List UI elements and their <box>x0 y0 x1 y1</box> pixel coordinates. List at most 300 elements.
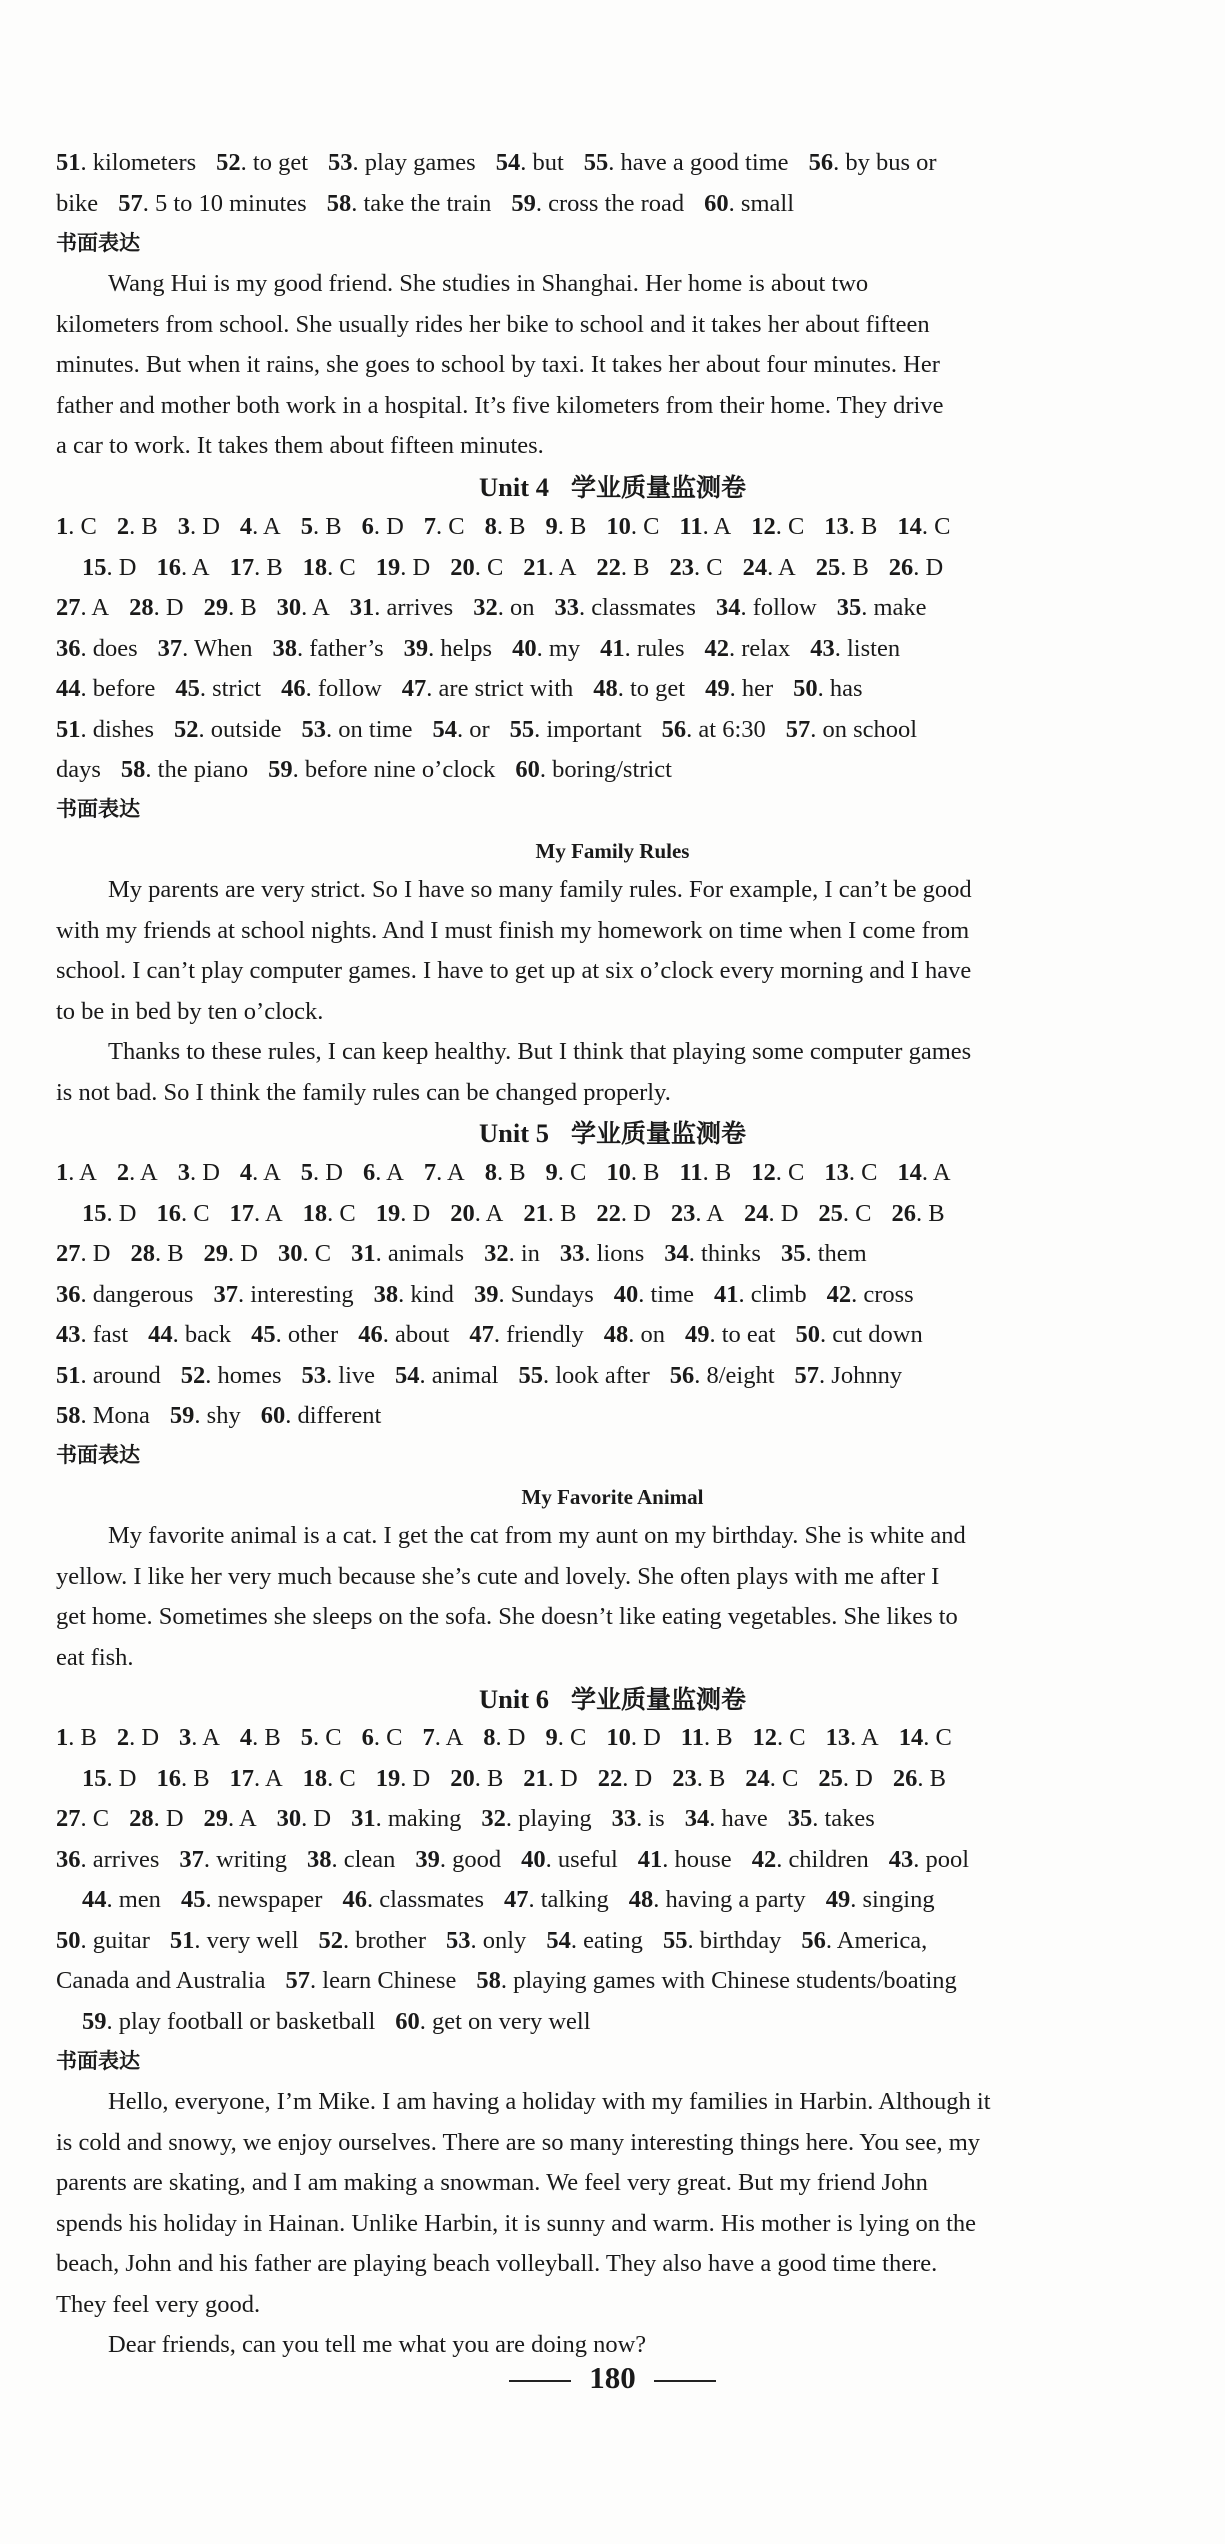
answer-number: 30 <box>276 1805 302 1832</box>
answer-item: 19. D <box>375 1200 431 1227</box>
answer-item: 29. B <box>203 594 257 621</box>
answer-number: 9 <box>545 1159 558 1186</box>
answer-item: 11. B <box>679 1159 732 1186</box>
answer-number: 5 <box>300 1724 313 1751</box>
page-number <box>0 2358 1225 2398</box>
answer-item: 9. C <box>545 1724 587 1751</box>
essay-line: spends his holiday in Hainan. Unlike Harbin, it is sunny and warm. His mother is lying on the <box>56 2209 977 2237</box>
answer-text: B <box>141 513 158 540</box>
answer-number: 28 <box>129 1805 154 1832</box>
answer-text: D <box>560 1765 578 1792</box>
answer-item: 54. animal <box>395 1362 499 1389</box>
answer-text: her <box>741 675 774 702</box>
answer-item: 34. thinks <box>664 1240 761 1267</box>
answer-item: 52. homes <box>180 1362 282 1389</box>
answer-number: 52 <box>318 1927 343 1954</box>
answer-item <box>56 755 101 785</box>
answer-text: making <box>387 1805 462 1832</box>
answer-text: my <box>548 635 581 662</box>
answer-text: C <box>314 1240 332 1267</box>
answer-number: 21 <box>523 1765 548 1792</box>
answer-number: 50 <box>795 1321 820 1348</box>
answer-number: 13 <box>824 513 849 540</box>
essay-line: Dear friends, can you tell me what you are doing now? <box>108 2331 647 2358</box>
answer-item: 57. 5 to 10 minutes <box>118 190 307 217</box>
page-number-rule-right <box>654 2380 716 2382</box>
answer-text: make <box>873 594 927 621</box>
answer-text: B <box>633 554 650 581</box>
answer-item: 9. C <box>545 1159 587 1186</box>
essay-line: to be in bed by ten o’clock. <box>56 997 324 1025</box>
answer-text: C <box>193 1200 210 1227</box>
answer-number: 8 <box>484 513 497 540</box>
answer-text: D <box>412 554 431 581</box>
answer-text: is <box>648 1805 665 1832</box>
answer-number: 10 <box>606 513 631 540</box>
answer-text: time <box>650 1281 695 1308</box>
answer-text: B <box>80 1724 97 1751</box>
answer-text: A <box>485 1200 504 1227</box>
answer-text: A <box>264 1200 283 1227</box>
answer-number: 27 <box>56 1240 81 1267</box>
answer-item: 29. D <box>203 1240 258 1267</box>
answer-item: 30. D <box>276 1805 332 1832</box>
answer-number: 3 <box>179 1724 192 1751</box>
answer-text: Sundays <box>510 1281 594 1308</box>
answer-text: D <box>325 1159 343 1186</box>
answer-item: 15. D <box>82 1200 137 1227</box>
answer-text: C <box>935 1724 952 1751</box>
essay-line: school. I can’t play computer games. I have to get up at six o’clock every morning and I have <box>56 957 972 984</box>
answer-text: before nine o’clock <box>304 756 496 783</box>
answer-number: 43 <box>888 1846 914 1873</box>
answer-text: good <box>452 1846 502 1873</box>
answer-number: 38 <box>272 635 297 662</box>
answer-text: A <box>238 1805 257 1832</box>
answer-number: 44 <box>148 1321 173 1348</box>
answer-item: 47. are strict with <box>401 675 574 702</box>
answer-text: A <box>706 1200 724 1227</box>
answer-item: 20. A <box>450 1200 504 1227</box>
answer-number: 23 <box>669 554 694 581</box>
answer-item: 5. C <box>300 1724 342 1751</box>
answer-item: 45. other <box>251 1321 339 1348</box>
answer-item: 18. C <box>302 554 356 581</box>
answer-text: A <box>312 594 330 621</box>
answer-row <box>0 1280 1225 1310</box>
answer-number: 19 <box>375 1200 401 1227</box>
answer-text: D <box>633 1200 651 1227</box>
answer-number: 46 <box>358 1321 383 1348</box>
essay-line: My favorite animal is a cat. I get the cat from my aunt on my birthday. She is white and <box>108 1522 966 1549</box>
answer-text: days <box>56 756 101 783</box>
answer-item: 33. lions <box>559 1240 645 1267</box>
answer-number: 26 <box>888 554 914 581</box>
answer-text: have <box>721 1805 768 1832</box>
answer-number: 56 <box>661 716 687 743</box>
answer-text: get on very well <box>432 2008 591 2035</box>
answer-row <box>0 1401 1225 1431</box>
answer-text: America, <box>836 1927 928 1954</box>
answer-item: 13. B <box>824 513 878 540</box>
answer-item: 18. C <box>302 1200 356 1227</box>
answer-item: 50. has <box>793 675 863 702</box>
answer-number: 51 <box>56 1362 81 1389</box>
answer-item: 49. singing <box>825 1886 935 1913</box>
answer-item: 7. A <box>422 1724 464 1751</box>
answer-text: bike <box>56 190 99 217</box>
answer-text: D <box>634 1765 653 1792</box>
answer-text: classmates <box>379 1886 484 1913</box>
answer-item: 22. D <box>596 1200 651 1227</box>
answer-text: homes <box>217 1362 282 1389</box>
essay-line: parents are skating, and I am making a snowman. We feel very great. But my friend John <box>56 2169 928 2196</box>
answer-item: 41. climb <box>714 1281 807 1308</box>
answer-item: 47. friendly <box>469 1321 584 1348</box>
answer-item: 43. pool <box>888 1846 970 1873</box>
answer-row <box>0 148 1225 178</box>
answer-text: C <box>934 513 951 540</box>
answer-number: 8 <box>483 1724 496 1751</box>
answer-item: 2. A <box>116 1159 158 1186</box>
answer-text: to eat <box>721 1321 776 1348</box>
answer-item: 33. classmates <box>554 594 696 621</box>
answer-item: 6. A <box>362 1159 404 1186</box>
answer-text: A <box>263 1159 281 1186</box>
answer-text: important <box>546 716 642 743</box>
answer-text: eating <box>583 1927 643 1954</box>
answer-item: 13. C <box>824 1159 878 1186</box>
answer-item: 25. B <box>815 554 869 581</box>
answer-text: but <box>532 149 564 176</box>
answer-item: 38. father’s <box>272 635 384 662</box>
answer-item: 10. C <box>606 513 660 540</box>
answer-number: 2 <box>116 513 130 540</box>
answer-text: C <box>80 513 97 540</box>
answer-row <box>0 553 1225 583</box>
answer-item: 19. D <box>375 554 431 581</box>
unit-subtitle: 学业质量监测卷 <box>570 473 746 502</box>
answer-item: 51. around <box>56 1362 161 1389</box>
answer-item: 35. them <box>780 1240 867 1267</box>
answer-number: 50 <box>793 675 818 702</box>
answer-item: 5. D <box>300 1159 343 1186</box>
answer-item: 48. to get <box>593 675 686 702</box>
answer-item: 57. learn Chinese <box>285 1967 457 1994</box>
answer-number: 2 <box>116 1724 130 1751</box>
answer-text: A <box>447 1159 465 1186</box>
answer-item: 59. before nine o’clock <box>268 756 496 783</box>
answer-item: 52. outside <box>174 716 282 743</box>
answer-item: 41. rules <box>600 635 685 662</box>
answer-number: 49 <box>705 675 730 702</box>
answer-item: 7. C <box>423 513 465 540</box>
answer-row <box>0 1845 1225 1875</box>
answer-item: 48. having a party <box>628 1886 806 1913</box>
answer-number: 33 <box>559 1240 585 1267</box>
answer-number: 54 <box>546 1927 571 1954</box>
answer-text: A <box>932 1159 951 1186</box>
answer-item: 41. house <box>637 1846 732 1873</box>
answer-item: 59. play football or basketball <box>82 2008 376 2035</box>
answer-number: 31 <box>349 594 375 621</box>
answer-text: B <box>852 554 869 581</box>
answer-text: children <box>788 1846 869 1873</box>
answer-text: in <box>520 1240 540 1267</box>
answer-number: 31 <box>351 1805 376 1832</box>
answer-row <box>0 593 1225 623</box>
answer-text: D <box>202 1159 220 1186</box>
answer-item: 28. D <box>129 594 184 621</box>
answer-number: 42 <box>826 1281 852 1308</box>
answer-number: 48 <box>603 1321 629 1348</box>
answer-number: 45 <box>251 1321 276 1348</box>
answer-text: B <box>708 1765 726 1792</box>
answer-number: 26 <box>891 1200 917 1227</box>
answer-item: 3. A <box>179 1724 220 1751</box>
answer-number: 7 <box>423 1159 437 1186</box>
answer-number: 45 <box>175 675 200 702</box>
answer-item: 18. C <box>302 1765 356 1792</box>
answer-item: 39. helps <box>403 635 493 662</box>
answer-text: animals <box>387 1240 465 1267</box>
answer-text: B <box>929 1765 946 1792</box>
answer-item: 6. C <box>361 1724 403 1751</box>
answer-text: learn Chinese <box>322 1967 457 1994</box>
answer-number: 7 <box>423 513 437 540</box>
answer-text: C <box>643 513 660 540</box>
answer-number: 21 <box>523 554 548 581</box>
answer-text: kind <box>410 1281 454 1308</box>
essay-line: minutes. But when it rains, she goes to school by taxi. It takes her about four minutes. Her <box>56 351 940 378</box>
answer-text: A <box>191 554 210 581</box>
answer-number: 56 <box>808 149 834 176</box>
answer-item: 53. play games <box>328 149 476 176</box>
answer-number: 17 <box>229 1765 255 1792</box>
answer-text: D <box>925 554 944 581</box>
answer-number: 46 <box>281 675 306 702</box>
answer-number: 24 <box>743 1200 769 1227</box>
answer-item: 36. does <box>56 635 138 662</box>
answer-item: 4. A <box>239 1159 281 1186</box>
answer-text: cut down <box>832 1321 923 1348</box>
essay-line: Wang Hui is my good friend. She studies in Shanghai. Her home is about two <box>108 270 869 297</box>
answer-item: 10. D <box>606 1724 661 1751</box>
answer-item: 8. D <box>483 1724 526 1751</box>
answer-text: boring/strict <box>552 756 672 783</box>
unit-label: Unit 4 <box>479 472 549 502</box>
answer-number: 20 <box>450 554 475 581</box>
answer-item: 12. C <box>751 1159 805 1186</box>
answer-text: B <box>569 513 587 540</box>
answer-number: 39 <box>473 1281 499 1308</box>
answer-item: 1. A <box>56 1159 97 1186</box>
answer-item: 60. different <box>260 1402 382 1429</box>
answer-item: 24. A <box>742 554 796 581</box>
answer-text: other <box>287 1321 339 1348</box>
answer-item: 53. on time <box>301 716 413 743</box>
essay-line: kilometers from school. She usually rides her bike to school and it takes her about fifteen <box>56 310 930 338</box>
answer-text: has <box>829 675 863 702</box>
answer-text: D <box>313 1805 332 1832</box>
answer-text: only <box>482 1927 527 1954</box>
answer-number: 4 <box>239 513 253 540</box>
answer-number: 24 <box>745 1765 770 1792</box>
answer-text: A <box>778 554 796 581</box>
essay-line: yellow. I like her very much because she’s cute and lovely. She often plays with me after I <box>56 1562 940 1590</box>
answer-text: Mona <box>92 1402 150 1429</box>
answer-number: 54 <box>395 1362 420 1389</box>
answer-number: 46 <box>342 1886 367 1913</box>
answer-item: 26. D <box>888 554 944 581</box>
answer-number: 7 <box>422 1724 435 1751</box>
answer-item: 27. D <box>56 1240 111 1267</box>
answer-item: 25. C <box>818 1200 872 1227</box>
answer-item: 17. A <box>229 1765 283 1792</box>
answer-text: B <box>325 513 342 540</box>
answer-row <box>0 1885 1225 1915</box>
answer-item: 44. back <box>148 1321 232 1348</box>
answer-item: 21. B <box>523 1200 577 1227</box>
answer-text: have a good time <box>620 149 789 176</box>
answer-text: A <box>263 513 281 540</box>
answer-item: 52. to get <box>216 149 309 176</box>
answer-text: by bus or <box>845 149 937 176</box>
answer-text: B <box>643 1159 660 1186</box>
answer-number: 33 <box>611 1805 637 1832</box>
answer-row <box>0 674 1225 704</box>
answer-item: 3. D <box>177 1159 220 1186</box>
answer-number: 34 <box>684 1805 710 1832</box>
answer-text: brother <box>355 1927 426 1954</box>
essay-line: beach, John and his father are playing beach volleyball. They also have a good time there. <box>56 2250 938 2277</box>
answer-item: 27. A <box>56 594 110 621</box>
answer-number: 34 <box>715 594 741 621</box>
answer-row <box>0 1320 1225 1350</box>
answer-number: 10 <box>606 1724 631 1751</box>
answer-text: birthday <box>699 1927 782 1954</box>
answer-text: at 6:30 <box>698 716 766 743</box>
answer-number: 40 <box>613 1281 639 1308</box>
answer-item: 30. C <box>278 1240 332 1267</box>
answer-item: 14. A <box>897 1159 951 1186</box>
answer-text: D <box>141 1724 160 1751</box>
answer-item: 56. 8/eight <box>669 1362 775 1389</box>
answer-text: thinks <box>701 1240 761 1267</box>
answer-number: 11 <box>679 513 703 540</box>
answer-item: 37. writing <box>179 1846 287 1873</box>
answer-item: 52. brother <box>318 1927 426 1954</box>
answer-text: B <box>509 513 526 540</box>
answer-text: C <box>570 1724 587 1751</box>
answer-number: 10 <box>606 1159 631 1186</box>
answer-item: 40. my <box>512 635 581 662</box>
answer-number: 35 <box>836 594 862 621</box>
answer-text: follow <box>317 675 382 702</box>
essay-line: My parents are very strict. So I have so many family rules. For example, I can’t be good <box>108 876 972 903</box>
answer-number: 4 <box>239 1724 253 1751</box>
answer-text: A <box>558 554 577 581</box>
essay-line: father and mother both work in a hospital. It’s five kilometers from their home. They drive <box>56 391 944 419</box>
answer-number: 23 <box>670 1200 696 1227</box>
answer-number: 35 <box>780 1240 806 1267</box>
answer-text: C <box>855 1200 872 1227</box>
answer-item: 53. live <box>301 1362 376 1389</box>
answer-text: newspaper <box>217 1886 323 1913</box>
answer-item: 32. in <box>484 1240 540 1267</box>
answer-item <box>56 1966 266 1996</box>
answer-number: 47 <box>401 675 427 702</box>
answer-number: 18 <box>302 1765 328 1792</box>
section-heading-writing: 书面表达 <box>56 797 140 821</box>
answer-item: 11. B <box>680 1724 733 1751</box>
essay-line: get home. Sometimes she sleeps on the sofa. She doesn’t like eating vegetables. She likes to <box>56 1603 958 1630</box>
answer-text: 8/eight <box>706 1362 775 1389</box>
answer-number: 25 <box>818 1200 843 1227</box>
answer-number: 37 <box>157 635 183 662</box>
answer-item: 3. D <box>177 513 220 540</box>
answer-number: 16 <box>156 1765 181 1792</box>
answer-item: 60. get on very well <box>395 2008 591 2035</box>
answer-number: 58 <box>56 1402 81 1429</box>
answer-text: them <box>817 1240 867 1267</box>
answer-item: 2. D <box>116 1724 160 1751</box>
answer-text: C <box>325 1724 342 1751</box>
answer-number: 59 <box>82 2008 107 2035</box>
answer-text: D <box>118 1765 137 1792</box>
answer-number: 17 <box>229 554 255 581</box>
answer-number: 6 <box>361 1724 374 1751</box>
page-number-rule-left <box>509 2380 571 2382</box>
answer-item: 38. clean <box>306 1846 396 1873</box>
answer-text: back <box>184 1321 232 1348</box>
answer-item: 31. animals <box>351 1240 465 1267</box>
answer-text: 5 to 10 minutes <box>154 190 307 217</box>
answer-row <box>0 1804 1225 1834</box>
answer-number: 44 <box>82 1886 107 1913</box>
answer-number: 16 <box>156 554 181 581</box>
answer-text: follow <box>752 594 817 621</box>
answer-number: 57 <box>285 1967 311 1994</box>
answer-number: 22 <box>597 1765 623 1792</box>
answer-number: 25 <box>818 1765 843 1792</box>
answer-row <box>0 1199 1225 1229</box>
answer-item: 55. important <box>509 716 642 743</box>
unit-section-title <box>0 1117 1225 1150</box>
answer-text: B <box>861 513 878 540</box>
answer-text: look after <box>555 1362 650 1389</box>
answer-item: 16. B <box>156 1765 210 1792</box>
answer-row <box>0 1723 1225 1753</box>
answer-item: 28. D <box>129 1805 184 1832</box>
answer-number: 58 <box>120 756 146 783</box>
answer-text: writing <box>216 1846 287 1873</box>
answer-number: 38 <box>373 1281 399 1308</box>
answer-text: D <box>507 1724 526 1751</box>
answer-number: 29 <box>203 594 229 621</box>
answer-text: before <box>92 675 156 702</box>
answer-number: 45 <box>180 1886 206 1913</box>
answer-number: 32 <box>481 1805 506 1832</box>
answer-row <box>0 2007 1225 2037</box>
answer-number: 49 <box>825 1886 851 1913</box>
answer-item: 46. about <box>358 1321 450 1348</box>
answer-item: 20. B <box>450 1765 504 1792</box>
answer-number: 34 <box>664 1240 689 1267</box>
answer-text: A <box>91 594 110 621</box>
answer-number: 53 <box>301 1362 327 1389</box>
answer-text: shy <box>206 1402 241 1429</box>
